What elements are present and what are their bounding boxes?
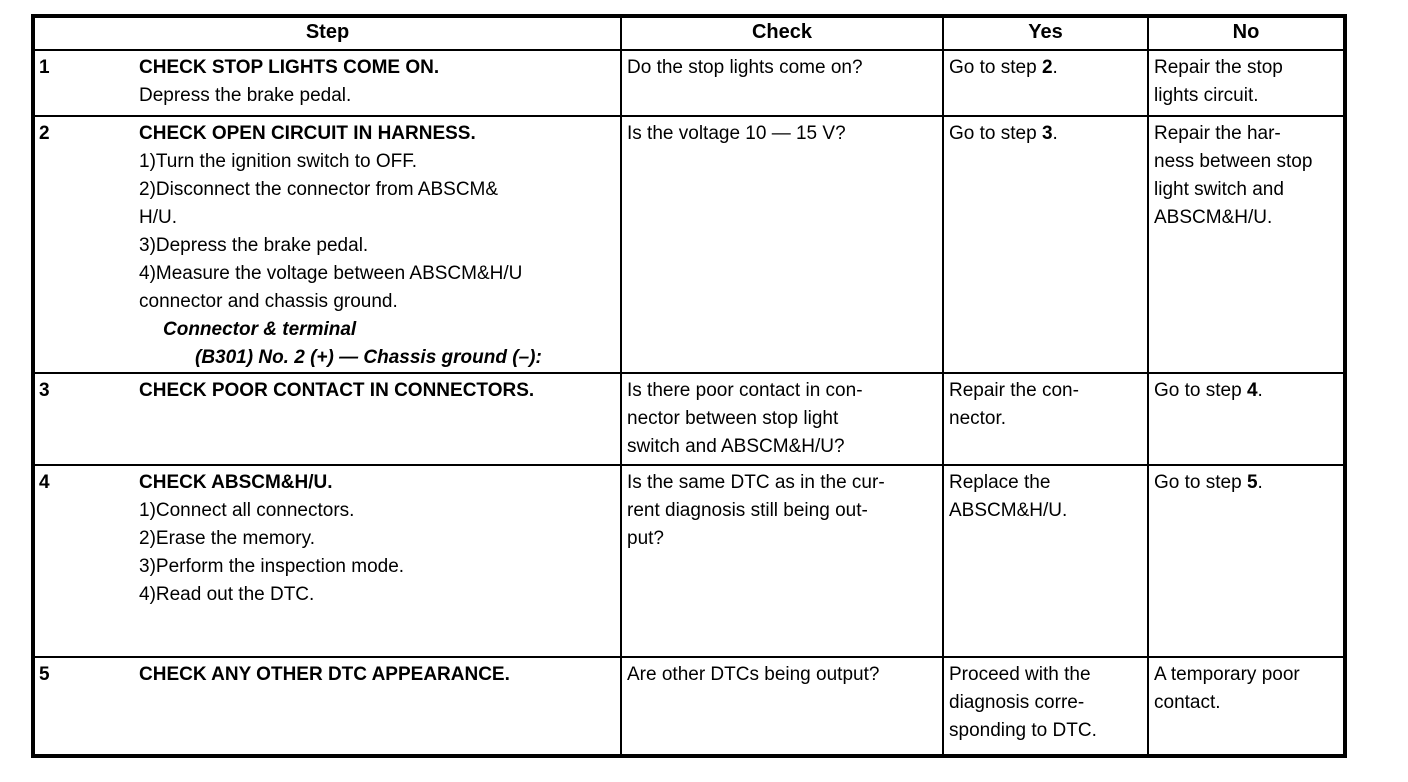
step-line: H/U. bbox=[139, 207, 177, 228]
step-description bbox=[139, 661, 616, 689]
step-line: 2)Erase the memory. bbox=[139, 528, 315, 549]
cell-line: switch and ABSCM&H/U? bbox=[627, 436, 845, 457]
header-yes: Yes bbox=[943, 16, 1148, 50]
check-cell bbox=[621, 657, 943, 756]
cell-line: Is the same DTC as in the cur- bbox=[627, 472, 885, 493]
step-description bbox=[139, 120, 616, 372]
step-line: 4)Measure the voltage between ABSCM&H/U bbox=[139, 263, 523, 284]
step-cell bbox=[33, 657, 621, 756]
cell-line: ABSCM&H/U. bbox=[1154, 207, 1273, 228]
cell-line: Go to step 2. bbox=[949, 57, 1058, 78]
step-description bbox=[139, 469, 616, 609]
cell-line: nector between stop light bbox=[627, 408, 839, 429]
step-title: CHECK ANY OTHER DTC APPEARANCE. bbox=[139, 664, 510, 685]
cell-line: lights circuit. bbox=[1154, 85, 1259, 106]
cell-line: diagnosis corre- bbox=[949, 692, 1085, 713]
step-number: 2 bbox=[39, 123, 50, 144]
table-body bbox=[33, 50, 1345, 756]
cell-line: nector. bbox=[949, 408, 1007, 429]
step-cell bbox=[33, 50, 621, 116]
step-description bbox=[139, 54, 616, 110]
cell-line: Repair the con- bbox=[949, 380, 1079, 401]
cell-line: light switch and bbox=[1154, 179, 1284, 200]
step-description bbox=[139, 377, 616, 405]
cell-line: Repair the stop bbox=[1154, 57, 1283, 78]
header-step: Step bbox=[33, 16, 621, 50]
step-title: CHECK OPEN CIRCUIT IN HARNESS. bbox=[139, 123, 476, 144]
no-cell bbox=[1148, 50, 1345, 116]
step-number: 1 bbox=[39, 57, 50, 78]
header-check: Check bbox=[621, 16, 943, 50]
cell-line: A temporary poor bbox=[1154, 664, 1300, 685]
cell-line: Proceed with the bbox=[949, 664, 1091, 685]
cell-line: Are other DTCs being output? bbox=[627, 664, 880, 685]
cell-line: Replace the bbox=[949, 472, 1051, 493]
step-title: CHECK POOR CONTACT IN CONNECTORS. bbox=[139, 380, 535, 401]
check-cell bbox=[621, 116, 943, 373]
cell-line: sponding to DTC. bbox=[949, 720, 1097, 741]
cell-line: Go to step 4. bbox=[1154, 380, 1263, 401]
diagnostic-table-container bbox=[31, 14, 1347, 758]
table-row bbox=[33, 373, 1345, 465]
step-line: 2)Disconnect the connector from ABSCM& bbox=[139, 179, 499, 200]
table-row bbox=[33, 116, 1345, 373]
step-line: 3)Depress the brake pedal. bbox=[139, 235, 369, 256]
cell-line: rent diagnosis still being out- bbox=[627, 500, 868, 521]
cell-line: ABSCM&H/U. bbox=[949, 500, 1068, 521]
step-title: CHECK ABSCM&H/U. bbox=[139, 472, 333, 493]
cell-line: Go to step 3. bbox=[949, 123, 1058, 144]
step-title: CHECK STOP LIGHTS COME ON. bbox=[139, 57, 440, 78]
check-cell bbox=[621, 465, 943, 657]
cell-line: contact. bbox=[1154, 692, 1221, 713]
step-line: 4)Read out the DTC. bbox=[139, 584, 315, 605]
step-line: (B301) No. 2 (+) — Chassis ground (–): bbox=[195, 347, 542, 368]
table-row bbox=[33, 465, 1345, 657]
step-number: 5 bbox=[39, 664, 50, 685]
cell-line: Is there poor contact in con- bbox=[627, 380, 863, 401]
yes-cell bbox=[943, 50, 1148, 116]
check-cell bbox=[621, 50, 943, 116]
step-line: 1)Connect all connectors. bbox=[139, 500, 355, 521]
cell-line: Is the voltage 10 — 15 V? bbox=[627, 123, 846, 144]
no-cell bbox=[1148, 373, 1345, 465]
step-line: Connector & terminal bbox=[163, 319, 357, 340]
table-row bbox=[33, 50, 1345, 116]
yes-cell bbox=[943, 657, 1148, 756]
yes-cell bbox=[943, 116, 1148, 373]
diagnostic-table bbox=[31, 14, 1347, 758]
cell-line: Repair the har- bbox=[1154, 123, 1281, 144]
no-cell bbox=[1148, 657, 1345, 756]
step-line: 1)Turn the ignition switch to OFF. bbox=[139, 151, 418, 172]
table-row bbox=[33, 657, 1345, 756]
table-header bbox=[33, 16, 1345, 50]
step-line: Depress the brake pedal. bbox=[139, 85, 352, 106]
header-row bbox=[33, 16, 1345, 50]
check-cell bbox=[621, 373, 943, 465]
no-cell bbox=[1148, 116, 1345, 373]
header-no: No bbox=[1148, 16, 1345, 50]
cell-line: put? bbox=[627, 528, 664, 549]
cell-line: ness between stop bbox=[1154, 151, 1313, 172]
step-line: 3)Perform the inspection mode. bbox=[139, 556, 405, 577]
cell-line: Go to step 5. bbox=[1154, 472, 1263, 493]
yes-cell bbox=[943, 465, 1148, 657]
step-number: 3 bbox=[39, 380, 50, 401]
no-cell bbox=[1148, 465, 1345, 657]
step-line: connector and chassis ground. bbox=[139, 291, 398, 312]
step-number: 4 bbox=[39, 472, 50, 493]
yes-cell bbox=[943, 373, 1148, 465]
step-cell bbox=[33, 373, 621, 465]
step-cell bbox=[33, 116, 621, 373]
step-cell bbox=[33, 465, 621, 657]
cell-line: Do the stop lights come on? bbox=[627, 57, 863, 78]
